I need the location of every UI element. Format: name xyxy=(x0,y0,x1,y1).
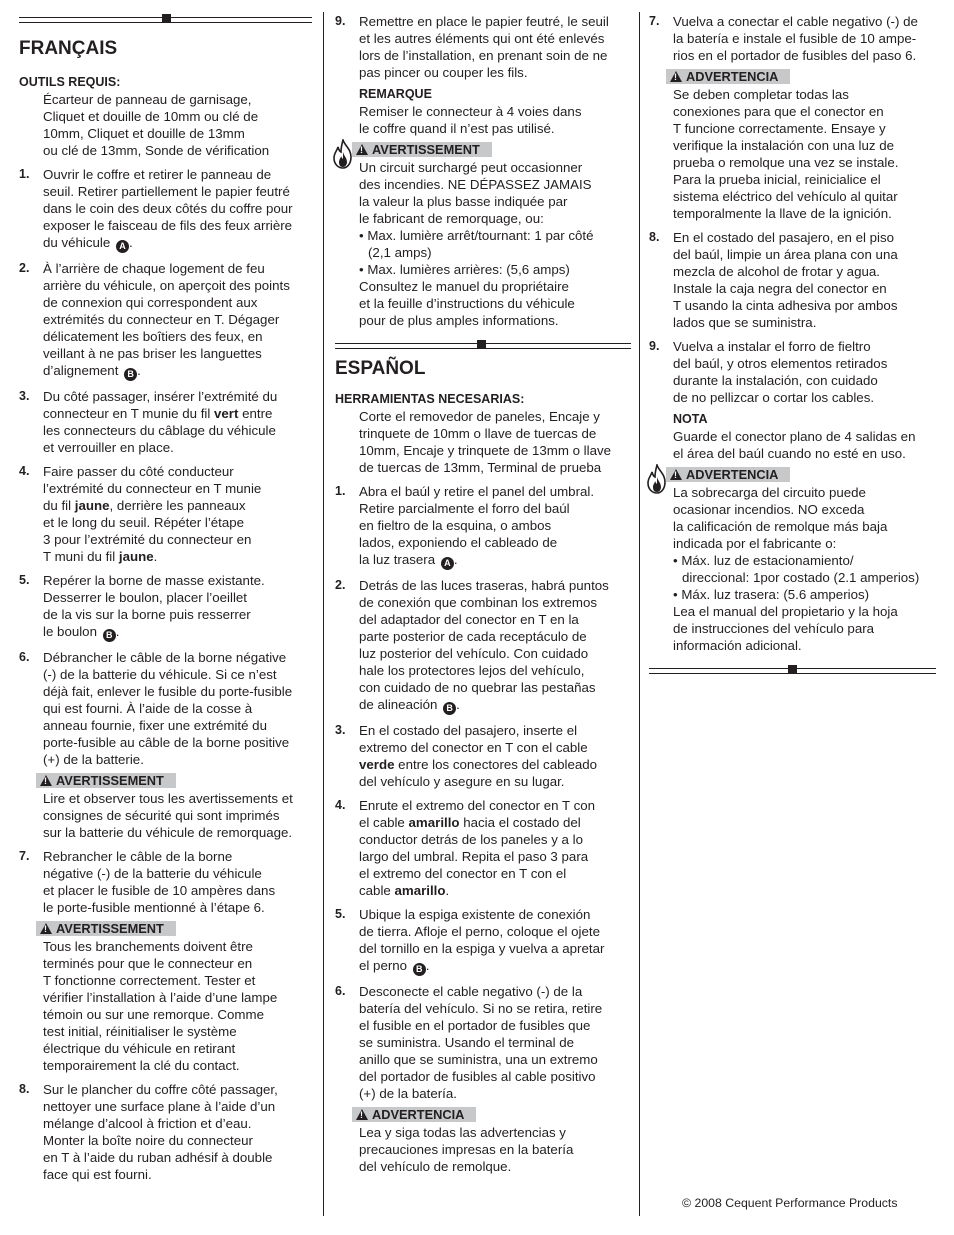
text-line: qui est fourni. À l’aide de la cosse à xyxy=(43,701,253,716)
text-line: del baúl, limpie un área plana con una xyxy=(673,247,898,262)
text-line: Detrás de las luces traseras, habrá puntos xyxy=(359,578,609,593)
text-line: Écarteur de panneau de garnisage, xyxy=(43,92,252,107)
text-line: en fieltro de la esquina, o ambos xyxy=(359,518,552,533)
text-line: seuil. Retirer partiellement le papier feutré xyxy=(43,184,290,199)
bold-wire-color: vert xyxy=(214,406,239,421)
text-line: en T à l’aide du ruban adhésif à double xyxy=(43,1150,273,1165)
text-line: Du côté passager, insérer l’extrémité du xyxy=(43,389,278,404)
text-line: Vuelva a instalar el forro de fieltro xyxy=(673,339,871,354)
french-step-7 xyxy=(19,848,312,1074)
text-line: indicada por el fabricante o: xyxy=(673,536,837,551)
text-line: Monter la boîte noire du connecteur xyxy=(43,1133,253,1148)
text-line: del portador de fusibles al cable positivo xyxy=(359,1069,596,1084)
text-line: Instale la caja negra del conector en xyxy=(673,281,887,296)
step-number: 9. xyxy=(335,14,346,28)
french-step-5: 5. Repérer la borne de masse existante. Desserrer le boulon, placer l’oeillet de la vis sur la borne puis resserrer le boulon B . xyxy=(19,572,312,642)
step-number: 8. xyxy=(19,1082,30,1096)
text-line: connecteur en T munie du fil xyxy=(43,406,214,421)
text-line: . xyxy=(153,549,158,564)
french-step-8 xyxy=(19,1081,312,1183)
text-line: du fil xyxy=(43,498,75,513)
spanish-tools-list xyxy=(335,408,631,476)
text-line: cable xyxy=(359,883,395,898)
spanish-tools-heading: HERRAMIENTAS NECESARIAS: xyxy=(335,392,525,406)
text-line: precauciones impresas en la batería xyxy=(359,1142,574,1157)
text-line: del adaptador del conector en T en la xyxy=(359,612,579,627)
text-line: lors de l’installation, en prenant soin de ne xyxy=(359,48,608,63)
text-line: des incendies. NE DÉPASSEZ JAMAIS xyxy=(359,177,592,192)
text-line: et verrouiller en place. xyxy=(43,440,174,455)
section-rule xyxy=(335,343,631,349)
section-rule xyxy=(649,668,936,674)
spanish-fire-warning xyxy=(649,467,936,654)
text-line: terminés pour que le connecteur en xyxy=(43,956,253,971)
text-line: Guarde el conector plano de 4 salidas en xyxy=(673,429,916,444)
text-line: (+) de la batería. xyxy=(359,1086,457,1101)
warning-label xyxy=(666,467,790,482)
french-tools-heading: OUTILS REQUIS: xyxy=(19,75,121,89)
text-line: durante la instalación, con cuidado xyxy=(673,373,878,388)
figure-b-badge: B xyxy=(413,963,426,976)
spanish-step-4 xyxy=(335,797,631,899)
text-line: le boulon xyxy=(43,624,97,639)
text-line: . xyxy=(445,883,450,898)
text-line: verifique la instalación con una luz de xyxy=(673,138,895,153)
spanish-warning-1 xyxy=(359,1107,631,1175)
step-number: 4. xyxy=(19,464,30,478)
text-line: ocasionar incendios. NO exceda xyxy=(673,502,865,517)
text-line: dans le coin des deux côtés du coffre pour xyxy=(43,201,293,216)
text-line: Rebrancher le câble de la borne xyxy=(43,849,233,864)
text-line: test initial, réinitialiser le système xyxy=(43,1024,237,1039)
column-2 xyxy=(335,4,631,1175)
french-warning-1 xyxy=(43,773,312,841)
warning-triangle-icon xyxy=(40,775,52,786)
text-line: batería del vehículo. Si no se retira, retire xyxy=(359,1001,603,1016)
bullet-item: • Max. lumière arrêt/tournant: 1 par côté xyxy=(359,228,594,243)
text-line: rios en el portador de fusibles del paso 6. xyxy=(673,48,917,63)
french-step-6 xyxy=(19,649,312,841)
warning-label xyxy=(36,921,176,936)
text-line: En el costado del pasajero, inserte el xyxy=(359,723,578,738)
text-line: anneau fournie, fixer une extrémité du xyxy=(43,718,267,733)
text-line: veillant à ne pas briser les languettes xyxy=(43,346,262,361)
text-line: el fusible en el portador de fusibles que xyxy=(359,1018,591,1033)
text-line: Se deben completar todas las xyxy=(673,87,849,102)
text-line: del vehículo y asegure en su lugar. xyxy=(359,774,565,789)
text-line: se suministra. Usando el terminal de xyxy=(359,1035,575,1050)
text-line: délicatement les boîtiers des feux, en xyxy=(43,329,263,344)
section-rule xyxy=(19,17,312,23)
step-number: 7. xyxy=(649,14,660,28)
text-line: la batería e instale el fusible de 10 ampe- xyxy=(673,31,917,46)
spanish-step-8 xyxy=(649,229,936,331)
bullet-item: • Máx. luz trasera: (5.6 amperios) xyxy=(673,587,870,602)
spanish-heading: ESPAÑOL xyxy=(335,358,426,379)
text-line: Lea y siga todas las advertencias y xyxy=(359,1125,566,1140)
text-line: Sur le plancher du coffre côté passager, xyxy=(43,1082,278,1097)
text-line: Cliquet et douille de 10mm ou clé de xyxy=(43,109,259,124)
step-number: 1. xyxy=(335,484,346,498)
text-line: consignes de sécurité qui sont imprimés xyxy=(43,808,280,823)
text-line: entre los conectores del cableado xyxy=(394,757,598,772)
step-number: 6. xyxy=(335,984,346,998)
text-line: Lea el manual del propietario y la hoja xyxy=(673,604,898,619)
text-line: de conexión que combinan los extremos xyxy=(359,595,598,610)
text-line: hale los protectores lejos del vehículo, xyxy=(359,663,585,678)
french-step-2: 2. À l’arrière de chaque logement de feu arrière du véhicule, on aperçoit des points de connexion qui correspondent aux extrémités du connecteur en T. Dégager délicatement les boîtiers des feux, en veillant à ne pas briser les languettes d’alignement B . xyxy=(19,260,312,381)
bold-wire-color: verde xyxy=(359,757,395,772)
text-line: extremo del conector en T con el cable xyxy=(359,740,588,755)
warning-label xyxy=(666,69,790,84)
text-line: la calificación de remolque más baja xyxy=(673,519,888,534)
step-number: 1. xyxy=(19,167,30,181)
text-line: l’extrémité du connecteur en T munie xyxy=(43,481,262,496)
bold-wire-color: amarillo xyxy=(394,883,446,898)
warning-label-text: AVERTISSEMENT xyxy=(56,773,164,788)
french-step-3 xyxy=(19,388,312,456)
text-line: mezcla de alcohol de frotar y agua. xyxy=(673,264,880,279)
text-line: Abra el baúl y retire el panel del umbral. xyxy=(359,484,595,499)
step-number: 4. xyxy=(335,798,346,812)
bullet-item: • Max. lumières arrières: (5,6 amps) xyxy=(359,262,570,277)
note-heading: NOTA xyxy=(673,412,708,426)
text-line: , derrière les panneaux xyxy=(109,498,246,513)
french-step-4 xyxy=(19,463,312,565)
text-line: direccional: 1por costado (2.1 amperios) xyxy=(682,570,920,585)
text-line: conexiones para que el conector en xyxy=(673,104,884,119)
text-line: ou clé de 13mm, Sonde de vérification xyxy=(43,143,270,158)
text-line: 3 pour l’extrémité du connecteur en xyxy=(43,532,252,547)
text-line: el cable xyxy=(359,815,409,830)
warning-label xyxy=(352,1107,476,1122)
fire-icon xyxy=(646,464,668,494)
warning-label-text: ADVERTENCIA xyxy=(686,467,779,482)
text-line: del vehículo de remolque. xyxy=(359,1159,512,1174)
text-line: anillo que se suministra, una un extremo xyxy=(359,1052,598,1067)
text-line: la luz trasera xyxy=(359,552,436,567)
french-step-1: 1. Ouvrir le coffre et retirer le panneau de seuil. Retirer partiellement le papier feutré dans le coin des deux côtés du coffre pour exposer le faisceau de fils des feux arrière du véhicule A . xyxy=(19,166,312,253)
text-line: Enrute el extremo del conector en T con xyxy=(359,798,596,813)
text-line: le coffre quand il n’est pas utilisé. xyxy=(359,121,555,136)
text-line: témoin ou sur une remorque. Comme xyxy=(43,1007,264,1022)
text-line: el perno xyxy=(359,958,408,973)
warning-label-text: AVERTISSEMENT xyxy=(56,921,164,936)
spanish-step-3 xyxy=(335,722,631,790)
text-line: Ouvrir le coffre et retirer le panneau de xyxy=(43,167,272,182)
spanish-warning-2 xyxy=(673,69,936,222)
text-line: (+) de la batterie. xyxy=(43,752,144,767)
text-line: À l’arrière de chaque logement de feu xyxy=(43,261,265,276)
text-line: de la vis sur la borne puis resserrer xyxy=(43,607,251,622)
warning-triangle-icon xyxy=(670,469,682,480)
text-line: del baúl, y otros elementos retirados xyxy=(673,356,888,371)
text-line: vérifier l’installation à l’aide d’une lampe xyxy=(43,990,278,1005)
text-line: Remiser le connecteur à 4 voies dans xyxy=(359,104,582,119)
warning-label-text: AVERTISSEMENT xyxy=(372,142,480,157)
text-line: información adicional. xyxy=(673,638,802,653)
text-line: lados que se suministra. xyxy=(673,315,817,330)
step-number: 9. xyxy=(649,339,660,353)
french-heading: FRANÇAIS xyxy=(19,38,118,59)
text-line: sistema eléctrico del vehículo al quitar xyxy=(673,189,898,204)
text-line: Remettre en place le papier feutré, le seuil xyxy=(359,14,609,29)
text-line: temporalmente la llave de la ignición. xyxy=(673,206,892,221)
text-line: el extremo del conector en T con el xyxy=(359,866,567,881)
bullet-item: • Máx. luz de estacionamiento/ xyxy=(673,553,854,568)
text-line: hacia el costado del xyxy=(459,815,581,830)
text-line: la valeur la plus basse indiquée par xyxy=(359,194,568,209)
text-line: pour de plus amples informations. xyxy=(359,313,559,328)
step-number: 2. xyxy=(335,578,346,592)
figure-a-badge: A xyxy=(116,240,129,253)
text-line: de alineación xyxy=(359,697,438,712)
warning-triangle-icon xyxy=(356,1109,368,1120)
warning-label xyxy=(352,142,492,157)
text-line: T fonctionne correctement. Tester et xyxy=(43,973,256,988)
figure-b-badge: B xyxy=(443,702,456,715)
spanish-step-9 xyxy=(649,338,936,462)
step-number: 6. xyxy=(19,650,30,664)
text-line: de no pellizcar o cortar los cables. xyxy=(673,390,875,405)
text-line: Para la prueba inicial, reinicialice el xyxy=(673,172,881,187)
text-line: luz posterior del vehículo. Con cuidado xyxy=(359,646,589,661)
text-line: Débrancher le câble de la borne négative xyxy=(43,650,287,665)
text-line: del tornillo en la espiga y vuelva a apretar xyxy=(359,941,605,956)
text-line: du véhicule xyxy=(43,235,111,250)
text-line: le fabricant de remorquage, ou: xyxy=(359,211,544,226)
text-line: (-) de la batterie du véhicule. Si ce n’est xyxy=(43,667,277,682)
text-line: T funcione correctamente. Ensaye y xyxy=(673,121,886,136)
text-line: et le long du seuil. Répéter l’étape xyxy=(43,515,245,530)
warning-triangle-icon xyxy=(356,144,368,155)
french-step-9 xyxy=(335,13,631,137)
column-1 xyxy=(19,14,312,1183)
text-line: et placer le fusible de 10 ampères dans xyxy=(43,883,276,898)
step-number: 2. xyxy=(19,261,30,275)
text-line: de tierra. Afloje el perno, coloque el ojete xyxy=(359,924,600,939)
warning-label-text: ADVERTENCIA xyxy=(372,1107,465,1122)
bold-wire-color: jaune xyxy=(74,498,110,513)
text-line: arrière du véhicule, on aperçoit des points xyxy=(43,278,290,293)
step-number: 3. xyxy=(19,389,30,403)
text-line: mélange d’alcool à friction et d’eau. xyxy=(43,1116,252,1131)
text-line: et la feuille d’instructions du véhicule xyxy=(359,296,575,311)
text-line: les connecteurs du câblage du véhicule xyxy=(43,423,276,438)
text-line: de connexion qui correspondent aux xyxy=(43,295,258,310)
spanish-step-7 xyxy=(649,13,936,222)
text-line: d’alignement xyxy=(43,363,119,378)
text-line: En el costado del pasajero, en el piso xyxy=(673,230,895,245)
text-line: lados, exponiendo el cableado de xyxy=(359,535,558,550)
text-line: exposer le faisceau de fils des feux arrière xyxy=(43,218,293,233)
column-divider-1 xyxy=(323,12,324,1216)
figure-b-badge: B xyxy=(124,368,137,381)
step-number: 5. xyxy=(19,573,30,587)
step-number: 7. xyxy=(19,849,30,863)
fire-icon xyxy=(332,139,354,169)
text-line: Ubique la espiga existente de conexión xyxy=(359,907,591,922)
step-number: 3. xyxy=(335,723,346,737)
note-heading: REMARQUE xyxy=(359,87,432,101)
text-line: trinquete de 10mm o llave de tuercas de xyxy=(359,426,597,441)
text-line: de instrucciones del vehículo para xyxy=(673,621,875,636)
spanish-step-5: 5. Ubique la espiga existente de conexión de tierra. Afloje el perno, coloque el ojete del tornillo en la espiga y vuelva a apretar el perno B . xyxy=(335,906,631,976)
text-line: 10mm, Cliquet et douille de 13mm xyxy=(43,126,245,141)
text-line: Repérer la borne de masse existante. xyxy=(43,573,265,588)
text-line: sur la batterie du véhicule de remorquage. xyxy=(43,825,293,840)
warning-label-text: ADVERTENCIA xyxy=(686,69,779,84)
figure-b-badge: B xyxy=(103,629,116,642)
text-line: parte posterior de cada receptáculo de xyxy=(359,629,587,644)
text-line: de tuercas de 13mm, Terminal de prueba xyxy=(359,460,602,475)
text-line: porte-fusible au câble de la borne positive xyxy=(43,735,290,750)
text-line: Un circuit surchargé peut occasionner xyxy=(359,160,583,175)
text-line: et les autres éléments qui ont été enlevés xyxy=(359,31,605,46)
text-line: extrémités du connecteur en T. Dégager xyxy=(43,312,280,327)
text-line: Desconecte el cable negativo (-) de la xyxy=(359,984,583,999)
text-line: T usando la cinta adhesiva por ambos xyxy=(673,298,898,313)
spanish-step-2: 2. Detrás de las luces traseras, habrá puntos de conexión que combinan los extremos del adaptador del conector en T en la parte posterior de cada receptáculo de luz posterior del vehículo. Con cuidado hale los protectores lejos del vehículo, con cuidado de no quebrar las pestañas de alineación B . xyxy=(335,577,631,715)
text-line: el área del baúl cuando no esté en uso. xyxy=(673,446,906,461)
bold-wire-color: amarillo xyxy=(408,815,460,830)
text-line: T muni du fil xyxy=(43,549,119,564)
french-fire-warning xyxy=(335,142,631,329)
bold-wire-color: jaune xyxy=(118,549,154,564)
text-line: entre xyxy=(238,406,273,421)
text-line: La sobrecarga del circuito puede xyxy=(673,485,866,500)
text-line: Consultez le manuel du propriétaire xyxy=(359,279,569,294)
text-line: Retire parcialmente el forro del baúl xyxy=(359,501,570,516)
text-line: Faire passer du côté conducteur xyxy=(43,464,234,479)
copyright-notice: © 2008 Cequent Performance Products xyxy=(682,1196,898,1210)
text-line: Tous les branchements doivent être xyxy=(43,939,253,954)
text-line: temporairement la clé du contact. xyxy=(43,1058,240,1073)
text-line: con cuidado de no quebrar las pestañas xyxy=(359,680,596,695)
text-line: prueba o remolque una vez se instale. xyxy=(673,155,899,170)
text-line: Corte el removedor de paneles, Encaje y xyxy=(359,409,600,424)
column-3 xyxy=(649,4,936,680)
spanish-step-1: 1. Abra el baúl y retire el panel del umbral. Retire parcialmente el forro del baúl en fieltro de la esquina, o ambos lados, exponiendo el cableado de la luz trasera A . xyxy=(335,483,631,570)
warning-label xyxy=(36,773,176,788)
text-line: largo del umbral. Repita el paso 3 para xyxy=(359,849,589,864)
spanish-step-6 xyxy=(335,983,631,1175)
warning-triangle-icon xyxy=(40,923,52,934)
text-line: face qui est fourni. xyxy=(43,1167,152,1182)
text-line: conductor detrás de los paneles y a lo xyxy=(359,832,583,847)
text-line: nettoyer une surface plane à l’aide d’un xyxy=(43,1099,276,1114)
step-number: 8. xyxy=(649,230,660,244)
french-warning-2 xyxy=(43,921,312,1074)
text-line: 10mm, Encaje y trinquete de 13mm o llave xyxy=(359,443,612,458)
text-line: Vuelva a conectar el cable negativo (-) de xyxy=(673,14,918,29)
text-line: déjà fait, enlever le fusible du porte-fusible xyxy=(43,684,293,699)
text-line: (2,1 amps) xyxy=(368,245,432,260)
text-line: électrique du véhicule en retirant xyxy=(43,1041,236,1056)
french-tools-list xyxy=(19,91,312,159)
text-line: le porte-fusible mentionné à l’étape 6. xyxy=(43,900,265,915)
warning-triangle-icon xyxy=(670,71,682,82)
step-number: 5. xyxy=(335,907,346,921)
text-line: Desserrer le boulon, placer l’oeillet xyxy=(43,590,247,605)
column-divider-2 xyxy=(639,12,640,1216)
text-line: pas pincer ou couper les fils. xyxy=(359,65,528,80)
figure-a-badge: A xyxy=(441,557,454,570)
text-line: Lire et observer tous les avertissements et xyxy=(43,791,293,806)
text-line: négative (-) de la batterie du véhicule xyxy=(43,866,262,881)
